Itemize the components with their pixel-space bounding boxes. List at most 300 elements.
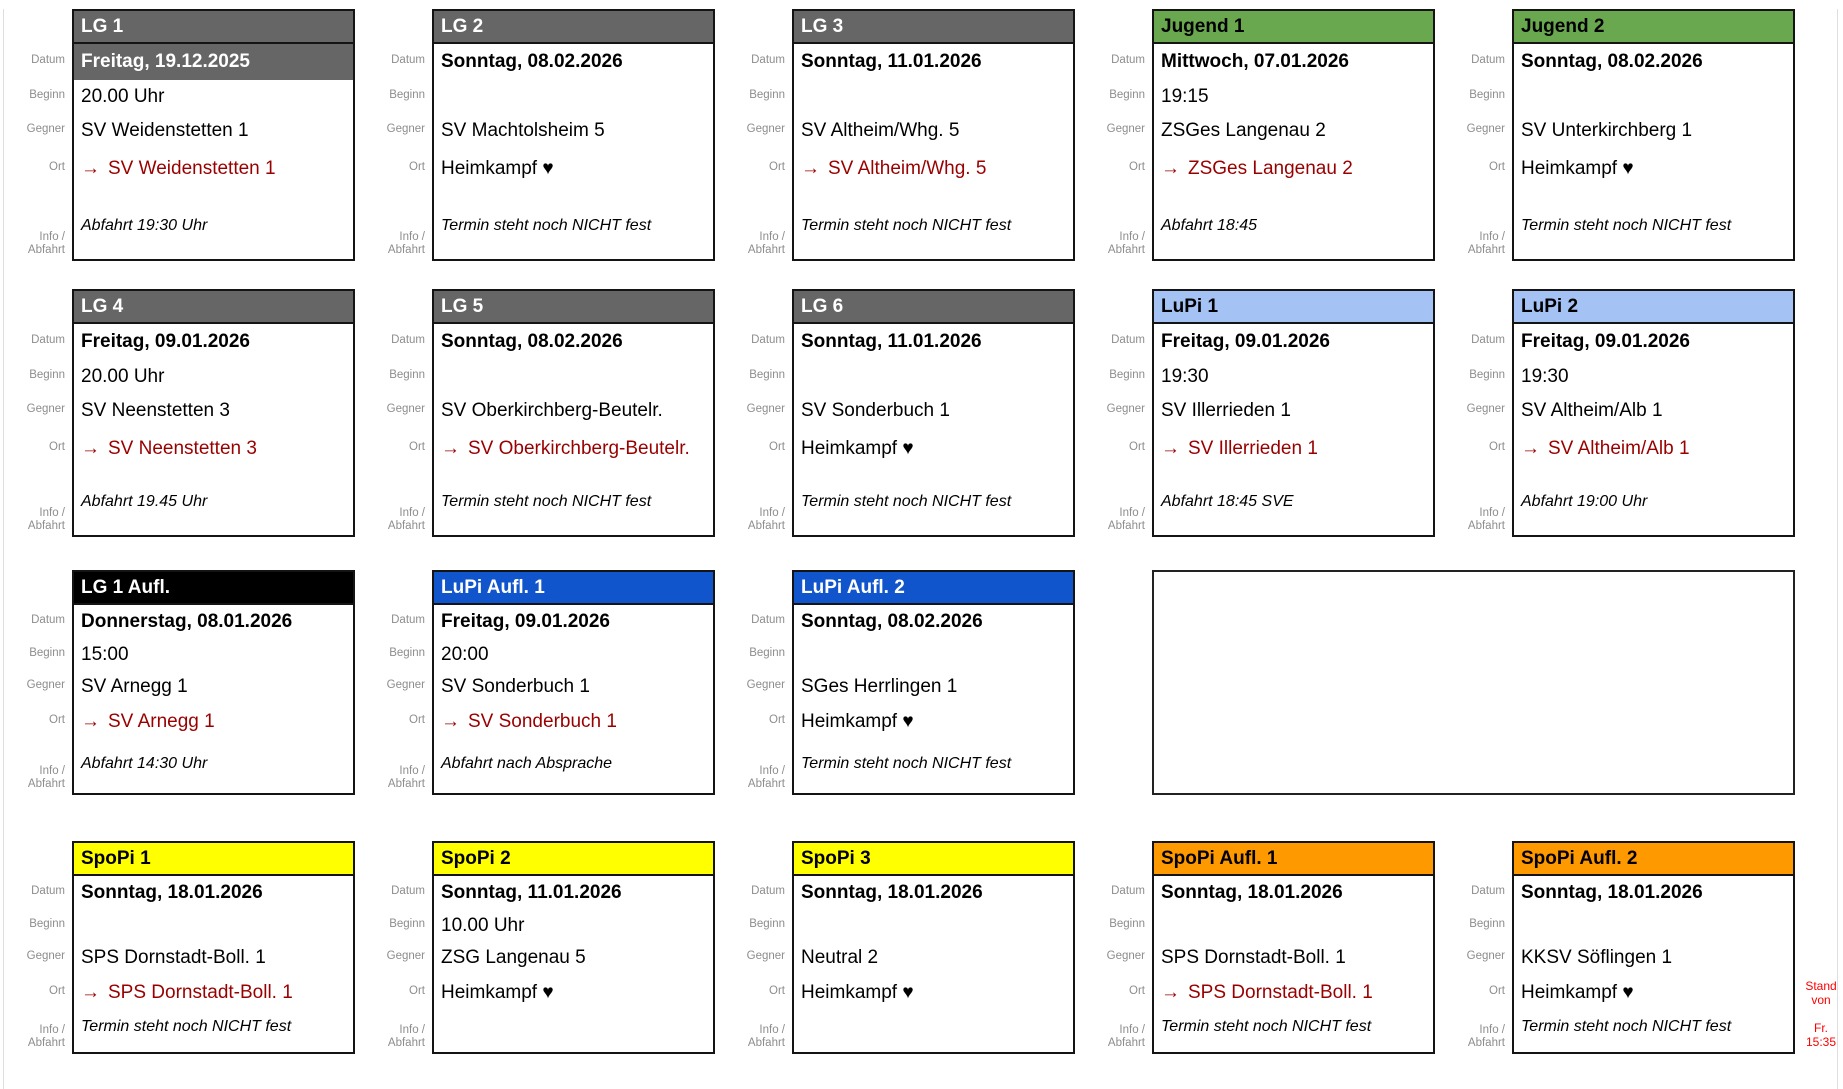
label-beginn: Beginn <box>389 368 425 381</box>
info-value: Abfahrt 18:45 <box>1161 217 1258 234</box>
card-header <box>1154 843 1433 876</box>
ort-value: SPS Dornstadt-Boll. 1 <box>1188 982 1373 1003</box>
label-info-abfahrt: Info / Abfahrt <box>387 507 425 532</box>
gegner-value: SV Sonderbuch 1 <box>801 400 950 421</box>
card-header <box>74 11 353 44</box>
gegner-value: SV Illerrieden 1 <box>1161 400 1291 421</box>
label-beginn: Beginn <box>389 917 425 930</box>
beginn-value: 19:15 <box>1161 86 1209 107</box>
gegner-value: ZSG Langenau 5 <box>441 947 586 968</box>
gegner-row <box>1514 394 1793 428</box>
card-header <box>794 843 1073 876</box>
gegner-row <box>74 114 353 148</box>
card-header <box>74 291 353 324</box>
away-arrow-icon: → <box>1161 982 1180 1003</box>
beginn-value: 10.00 Uhr <box>441 915 525 936</box>
card-title: LuPi 2 <box>1521 295 1579 317</box>
ort-row <box>1514 974 1793 1012</box>
label-datum: Datum <box>31 333 65 346</box>
label-beginn: Beginn <box>1469 917 1505 930</box>
ort-row <box>1514 428 1793 470</box>
gegner-row <box>1514 942 1793 974</box>
datum-value: Freitag, 09.01.2026 <box>1161 331 1330 352</box>
datum-value: Sonntag, 08.02.2026 <box>441 51 623 72</box>
gegner-value: SGes Herrlingen 1 <box>801 676 958 697</box>
label-ort: Ort <box>1489 440 1505 453</box>
datum-row <box>794 605 1073 639</box>
label-gegner: Gegner <box>26 402 65 415</box>
row-labels <box>1440 9 1512 261</box>
datum-value: Sonntag, 11.01.2026 <box>441 882 622 903</box>
label-info-abfahrt: Info / Abfahrt <box>747 507 785 532</box>
schedule-page <box>0 9 1843 1089</box>
label-info-abfahrt: Info / Abfahrt <box>747 765 785 790</box>
board-row-2 <box>0 289 1843 537</box>
info-row <box>434 1012 713 1056</box>
gegner-row <box>74 942 353 974</box>
gegner-row <box>794 942 1073 974</box>
label-info-abfahrt: Info / Abfahrt <box>27 1024 65 1049</box>
info-value: Abfahrt 18:45 SVE <box>1161 493 1294 510</box>
beginn-row <box>74 80 353 114</box>
label-beginn: Beginn <box>1109 88 1145 101</box>
gegner-value: SV Arnegg 1 <box>81 676 188 697</box>
label-datum: Datum <box>31 613 65 626</box>
label-ort: Ort <box>1129 984 1145 997</box>
card-title: LG 4 <box>81 295 124 317</box>
card-title: LuPi 1 <box>1161 295 1219 317</box>
datum-value: Mittwoch, 07.01.2026 <box>1161 51 1349 72</box>
datum-value: Donnerstag, 08.01.2026 <box>81 611 293 632</box>
gegner-value: SV Sonderbuch 1 <box>441 676 590 697</box>
label-gegner: Gegner <box>1106 402 1145 415</box>
away-arrow-icon: → <box>1161 438 1180 459</box>
stand-note-line: 15:35 <box>1805 1035 1837 1049</box>
beginn-row <box>1154 80 1433 114</box>
card-cell <box>720 9 1080 261</box>
card-title: SpoPi 1 <box>81 847 151 869</box>
label-info-abfahrt: Info / Abfahrt <box>1467 507 1505 532</box>
stand-note-line: von <box>1811 993 1831 1007</box>
label-ort: Ort <box>409 713 425 726</box>
ort-row <box>74 428 353 470</box>
match-card <box>1512 9 1795 261</box>
label-ort: Ort <box>49 440 65 453</box>
gegner-row <box>1154 114 1433 148</box>
datum-value: Freitag, 09.01.2026 <box>441 611 610 632</box>
card-header <box>1514 843 1793 876</box>
info-value: Termin steht noch NICHT fest <box>1161 1018 1372 1035</box>
stand-note-line: Fr. <box>1814 1021 1828 1035</box>
info-value: Abfahrt nach Absprache <box>441 755 613 772</box>
stand-note <box>1800 979 1842 1049</box>
datum-value: Sonntag, 11.01.2026 <box>801 51 982 72</box>
info-value: Termin steht noch NICHT fest <box>801 493 1012 510</box>
label-ort: Ort <box>1489 160 1505 173</box>
gegner-value: SPS Dornstadt-Boll. 1 <box>81 947 266 968</box>
label-gegner: Gegner <box>26 122 65 135</box>
gegner-value: KKSV Söflingen 1 <box>1521 947 1673 968</box>
away-arrow-icon: → <box>81 158 100 179</box>
gegner-row <box>794 671 1073 703</box>
gegner-value: Neutral 2 <box>801 947 879 968</box>
card-cell <box>360 9 720 261</box>
beginn-row <box>1514 80 1793 114</box>
label-gegner: Gegner <box>1466 122 1505 135</box>
ort-value: ZSGes Langenau 2 <box>1188 158 1353 179</box>
card-cell <box>1440 9 1800 261</box>
ort-row <box>794 148 1073 190</box>
card-cell <box>1080 841 1440 1054</box>
gegner-row <box>794 114 1073 148</box>
label-info-abfahrt: Info / Abfahrt <box>1107 231 1145 256</box>
match-card <box>432 841 715 1054</box>
away-arrow-icon: → <box>1161 158 1180 179</box>
info-value: Termin steht noch NICHT fest <box>441 493 652 510</box>
label-info-abfahrt: Info / Abfahrt <box>27 765 65 790</box>
gegner-row <box>434 671 713 703</box>
label-ort: Ort <box>769 440 785 453</box>
match-card <box>1152 9 1435 261</box>
label-ort: Ort <box>49 713 65 726</box>
board-row-3 <box>0 570 1843 795</box>
row-labels <box>360 289 432 537</box>
datum-row <box>74 324 353 360</box>
datum-row <box>1154 44 1433 80</box>
label-beginn: Beginn <box>749 88 785 101</box>
row-labels <box>0 570 72 795</box>
beginn-row <box>434 360 713 394</box>
info-row <box>794 749 1073 793</box>
datum-row <box>794 44 1073 80</box>
label-ort: Ort <box>49 984 65 997</box>
match-card <box>1512 289 1795 537</box>
card-cell <box>720 841 1080 1054</box>
info-row <box>74 487 353 535</box>
label-beginn: Beginn <box>749 917 785 930</box>
row-labels <box>0 289 72 537</box>
match-card <box>792 841 1075 1054</box>
label-info-abfahrt: Info / Abfahrt <box>1467 231 1505 256</box>
ort-value: SV Sonderbuch 1 <box>468 711 617 732</box>
gegner-value: SV Neenstetten 3 <box>81 400 230 421</box>
row-labels <box>720 289 792 537</box>
beginn-row <box>434 80 713 114</box>
ort-row <box>434 974 713 1012</box>
info-row <box>794 211 1073 259</box>
gegner-value: SPS Dornstadt-Boll. 1 <box>1161 947 1346 968</box>
datum-row <box>434 44 713 80</box>
info-value: Abfahrt 19:30 Uhr <box>81 217 208 234</box>
label-datum: Datum <box>1111 884 1145 897</box>
label-datum: Datum <box>1111 53 1145 66</box>
gegner-row <box>1154 394 1433 428</box>
card-cell <box>0 289 360 537</box>
beginn-row <box>794 80 1073 114</box>
card-title: SpoPi 2 <box>441 847 511 869</box>
match-card <box>72 570 355 795</box>
label-beginn: Beginn <box>29 646 65 659</box>
ort-row <box>1514 148 1793 190</box>
card-title: LG 6 <box>801 295 844 317</box>
info-row <box>1514 1012 1793 1056</box>
label-gegner: Gegner <box>386 949 425 962</box>
away-arrow-icon: → <box>81 982 100 1003</box>
info-value: Abfahrt 19.45 Uhr <box>81 493 208 510</box>
ort-value: Heimkampf ♥ <box>801 711 914 732</box>
match-card <box>72 9 355 261</box>
row-labels <box>1080 289 1152 537</box>
info-value: Abfahrt 14:30 Uhr <box>81 755 208 772</box>
label-ort: Ort <box>769 984 785 997</box>
ort-row <box>74 703 353 741</box>
info-value: Termin steht noch NICHT fest <box>81 1018 292 1035</box>
card-cell <box>720 289 1080 537</box>
label-gegner: Gegner <box>26 949 65 962</box>
card-title: Jugend 1 <box>1161 15 1245 37</box>
label-ort: Ort <box>1129 160 1145 173</box>
card-cell <box>360 841 720 1054</box>
datum-value: Sonntag, 18.01.2026 <box>1161 882 1343 903</box>
datum-row <box>794 876 1073 910</box>
gegner-row <box>434 942 713 974</box>
ort-value: Heimkampf ♥ <box>441 158 554 179</box>
beginn-row <box>1154 910 1433 942</box>
datum-row <box>1514 876 1793 910</box>
label-info-abfahrt: Info / Abfahrt <box>387 1024 425 1049</box>
beginn-row <box>1514 910 1793 942</box>
ort-value: Heimkampf ♥ <box>801 982 914 1003</box>
datum-value: Sonntag, 08.02.2026 <box>1521 51 1703 72</box>
gegner-row <box>1514 114 1793 148</box>
ort-value: SV Oberkirchberg-Beutelr. <box>468 438 690 459</box>
label-beginn: Beginn <box>389 88 425 101</box>
datum-value: Freitag, 09.01.2026 <box>81 331 250 352</box>
beginn-row <box>74 910 353 942</box>
board-row-4 <box>0 841 1843 1054</box>
beginn-row <box>434 910 713 942</box>
label-info-abfahrt: Info / Abfahrt <box>747 1024 785 1049</box>
card-header <box>1514 11 1793 44</box>
label-gegner: Gegner <box>746 402 785 415</box>
info-row <box>1154 1012 1433 1056</box>
card-title: SpoPi Aufl. 1 <box>1161 847 1278 869</box>
label-beginn: Beginn <box>1469 88 1505 101</box>
datum-row <box>434 605 713 639</box>
beginn-value: 19:30 <box>1161 366 1209 387</box>
gegner-value: ZSGes Langenau 2 <box>1161 120 1326 141</box>
row-labels <box>720 570 792 795</box>
label-datum: Datum <box>1471 884 1505 897</box>
beginn-row <box>74 360 353 394</box>
ort-row <box>434 428 713 470</box>
card-cell <box>360 570 720 795</box>
card-title: LuPi Aufl. 2 <box>801 576 905 598</box>
gegner-row <box>434 394 713 428</box>
ort-value: SV Arnegg 1 <box>108 711 215 732</box>
label-gegner: Gegner <box>746 678 785 691</box>
ort-row <box>794 703 1073 741</box>
beginn-value: 15:00 <box>81 644 129 665</box>
beginn-value: 20.00 Uhr <box>81 86 165 107</box>
label-gegner: Gegner <box>1106 949 1145 962</box>
label-ort: Ort <box>1129 440 1145 453</box>
info-row <box>434 487 713 535</box>
label-gegner: Gegner <box>1106 122 1145 135</box>
label-datum: Datum <box>751 613 785 626</box>
row-labels <box>720 841 792 1054</box>
ort-value: SV Altheim/Whg. 5 <box>828 158 987 179</box>
card-header <box>434 843 713 876</box>
away-arrow-icon: → <box>441 711 460 732</box>
card-cell <box>0 841 360 1054</box>
match-card <box>792 9 1075 261</box>
label-ort: Ort <box>409 984 425 997</box>
gegner-value: SV Altheim/Whg. 5 <box>801 120 960 141</box>
info-value: Termin steht noch NICHT fest <box>1521 217 1732 234</box>
info-row <box>1154 487 1433 535</box>
row-labels <box>360 9 432 261</box>
info-row <box>74 749 353 793</box>
label-beginn: Beginn <box>1109 917 1145 930</box>
label-datum: Datum <box>751 884 785 897</box>
label-info-abfahrt: Info / Abfahrt <box>747 231 785 256</box>
ort-value: SV Weidenstetten 1 <box>108 158 276 179</box>
beginn-row <box>1154 360 1433 394</box>
gegner-value: SV Weidenstetten 1 <box>81 120 249 141</box>
row-labels <box>0 841 72 1054</box>
ort-value: Heimkampf ♥ <box>1521 158 1634 179</box>
datum-value: Sonntag, 18.01.2026 <box>1521 882 1703 903</box>
card-header <box>74 843 353 876</box>
row-labels <box>1440 841 1512 1054</box>
datum-value: Freitag, 19.12.2025 <box>81 51 250 72</box>
label-datum: Datum <box>31 884 65 897</box>
label-beginn: Beginn <box>1109 368 1145 381</box>
card-cell <box>0 570 360 795</box>
gegner-value: SV Unterkirchberg 1 <box>1521 120 1693 141</box>
beginn-value: 20.00 Uhr <box>81 366 165 387</box>
ort-row <box>434 703 713 741</box>
label-gegner: Gegner <box>746 122 785 135</box>
info-row <box>1154 211 1433 259</box>
datum-value: Sonntag, 18.01.2026 <box>81 882 263 903</box>
away-arrow-icon: → <box>81 438 100 459</box>
datum-value: Sonntag, 08.02.2026 <box>441 331 623 352</box>
beginn-row <box>794 910 1073 942</box>
label-gegner: Gegner <box>746 949 785 962</box>
label-datum: Datum <box>391 53 425 66</box>
datum-row <box>74 44 353 80</box>
label-gegner: Gegner <box>26 678 65 691</box>
label-info-abfahrt: Info / Abfahrt <box>1107 507 1145 532</box>
datum-value: Freitag, 09.01.2026 <box>1521 331 1690 352</box>
ort-row <box>794 974 1073 1012</box>
ort-row <box>1154 148 1433 190</box>
row-labels <box>1440 289 1512 537</box>
board-row-1 <box>0 9 1843 261</box>
beginn-row <box>1514 360 1793 394</box>
label-beginn: Beginn <box>749 646 785 659</box>
label-ort: Ort <box>769 160 785 173</box>
info-row <box>794 1012 1073 1056</box>
label-info-abfahrt: Info / Abfahrt <box>387 765 425 790</box>
label-info-abfahrt: Info / Abfahrt <box>27 507 65 532</box>
ort-row <box>794 428 1073 470</box>
label-ort: Ort <box>409 440 425 453</box>
gegner-row <box>1154 942 1433 974</box>
info-row <box>434 749 713 793</box>
datum-row <box>1514 324 1793 360</box>
row-labels <box>1080 9 1152 261</box>
datum-value: Sonntag, 08.02.2026 <box>801 611 983 632</box>
label-datum: Datum <box>391 613 425 626</box>
label-info-abfahrt: Info / Abfahrt <box>1107 1024 1145 1049</box>
beginn-row <box>794 360 1073 394</box>
label-ort: Ort <box>409 160 425 173</box>
card-header <box>434 291 713 324</box>
card-title: LG 2 <box>441 15 484 37</box>
card-header <box>1514 291 1793 324</box>
match-card <box>432 570 715 795</box>
ort-value: Heimkampf ♥ <box>441 982 554 1003</box>
label-ort: Ort <box>49 160 65 173</box>
card-title: SpoPi Aufl. 2 <box>1521 847 1638 869</box>
ort-value: SV Illerrieden 1 <box>1188 438 1318 459</box>
label-datum: Datum <box>1471 333 1505 346</box>
card-header <box>1154 291 1433 324</box>
ort-row <box>434 148 713 190</box>
info-value: Termin steht noch NICHT fest <box>801 755 1012 772</box>
card-title: LG 1 Aufl. <box>81 576 171 598</box>
datum-row <box>74 876 353 910</box>
card-header <box>794 291 1073 324</box>
card-header <box>434 11 713 44</box>
info-row <box>434 211 713 259</box>
card-cell <box>0 9 360 261</box>
label-ort: Ort <box>769 713 785 726</box>
info-value: Abfahrt 19:00 Uhr <box>1521 493 1648 510</box>
match-card <box>432 289 715 537</box>
info-row <box>794 487 1073 535</box>
card-header <box>794 572 1073 605</box>
label-datum: Datum <box>31 53 65 66</box>
label-beginn: Beginn <box>1469 368 1505 381</box>
info-row <box>74 1012 353 1056</box>
datum-row <box>1154 876 1433 910</box>
gegner-row <box>434 114 713 148</box>
card-title: LG 3 <box>801 15 844 37</box>
row-labels <box>360 841 432 1054</box>
card-cell <box>1440 841 1800 1054</box>
label-info-abfahrt: Info / Abfahrt <box>387 231 425 256</box>
beginn-value: 19:30 <box>1521 366 1569 387</box>
ort-value: SV Altheim/Alb 1 <box>1548 438 1690 459</box>
label-beginn: Beginn <box>29 88 65 101</box>
beginn-row <box>794 639 1073 671</box>
gegner-row <box>74 394 353 428</box>
label-info-abfahrt: Info / Abfahrt <box>27 231 65 256</box>
datum-value: Sonntag, 18.01.2026 <box>801 882 983 903</box>
info-value: Termin steht noch NICHT fest <box>1521 1018 1732 1035</box>
card-header <box>74 572 353 605</box>
label-ort: Ort <box>1489 984 1505 997</box>
datum-row <box>434 324 713 360</box>
row-labels <box>1080 841 1152 1054</box>
card-header <box>1154 11 1433 44</box>
info-row <box>1514 487 1793 535</box>
ort-row <box>74 148 353 190</box>
